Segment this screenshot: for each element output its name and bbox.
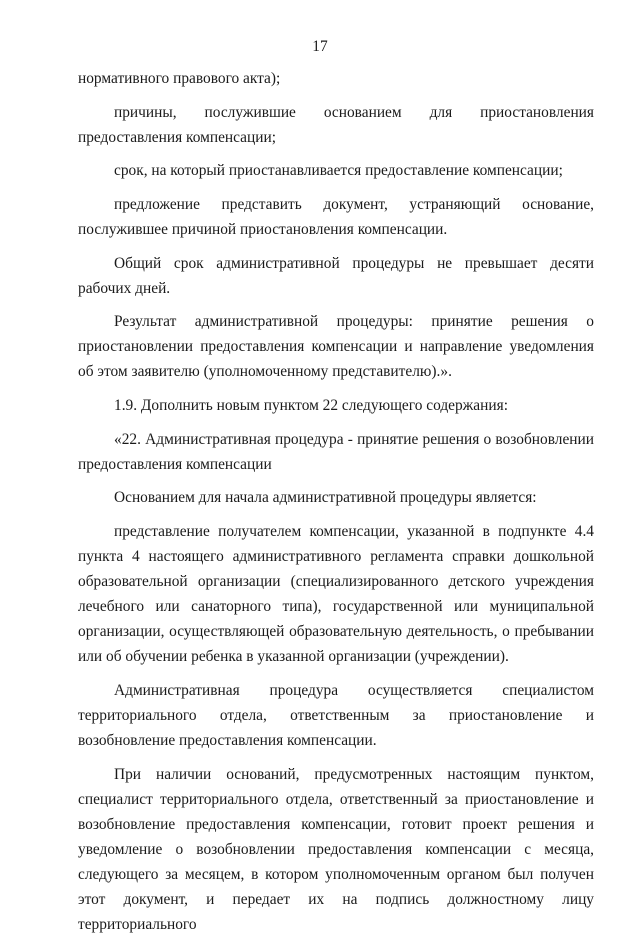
- paragraph-7: 1.9. Дополнить новым пунктом 22 следующего содержания:: [114, 397, 508, 415]
- paragraph-5: Общий срок административной процедуры не превышает десяти рабочих дней.: [78, 254, 594, 297]
- paragraph-10: представление получателем компенсации, указанной в подпункте 4.4 пункта 4 настоящего административного регламента справки дошкольной образовательной организации (специализированного детского учреждения лечебного или санаторного типа), государственной или муниципальной организации, осуществляющей образовательную деятельность, о пребывании или об обучении ребенка в указанной организации (учреждении).: [78, 522, 594, 666]
- paragraph-8: «22. Административная процедура - принятие решения о возобновлении предоставления компенсации: [78, 430, 594, 473]
- paragraph-6: Результат административной процедуры: принятие решения о приостановлении предоставления компенсации и направление уведомления об этом заявителю (уполномоченному представителю).».: [78, 313, 594, 381]
- paragraph-3: срок, на который приостанавливается предоставление компенсации;: [114, 162, 563, 180]
- paragraph-11: Административная процедура осуществляется специалистом территориального отдела, ответственным за приостановление и возобновление предоставления компенсации.: [78, 681, 594, 750]
- paragraph-9: Основанием для начала административной процедуры является:: [114, 489, 537, 507]
- paragraph-12: При наличии оснований, предусмотренных настоящим пунктом, специалист территориального отдела, ответственный за приостановление и возобновление предоставления компенсации, готовит проект решения и уведомление о возобновлении предоставления компенсации с месяца, следующего за месяцем, в котором уполномоченным органом был получен этот документ, и передает их на подпись должностному лицу территориального: [78, 765, 594, 934]
- page-number: 17: [312, 38, 328, 55]
- paragraph-1: нормативного правового акта);: [78, 70, 281, 87]
- paragraph-4: предложение представить документ, устраняющий основание, послужившее причиной приостановления компенсации.: [78, 195, 594, 238]
- paragraph-2: причины, послужившие основанием для приостановления предоставления компенсации;: [78, 103, 594, 146]
- document-body: [78, 66, 594, 946]
